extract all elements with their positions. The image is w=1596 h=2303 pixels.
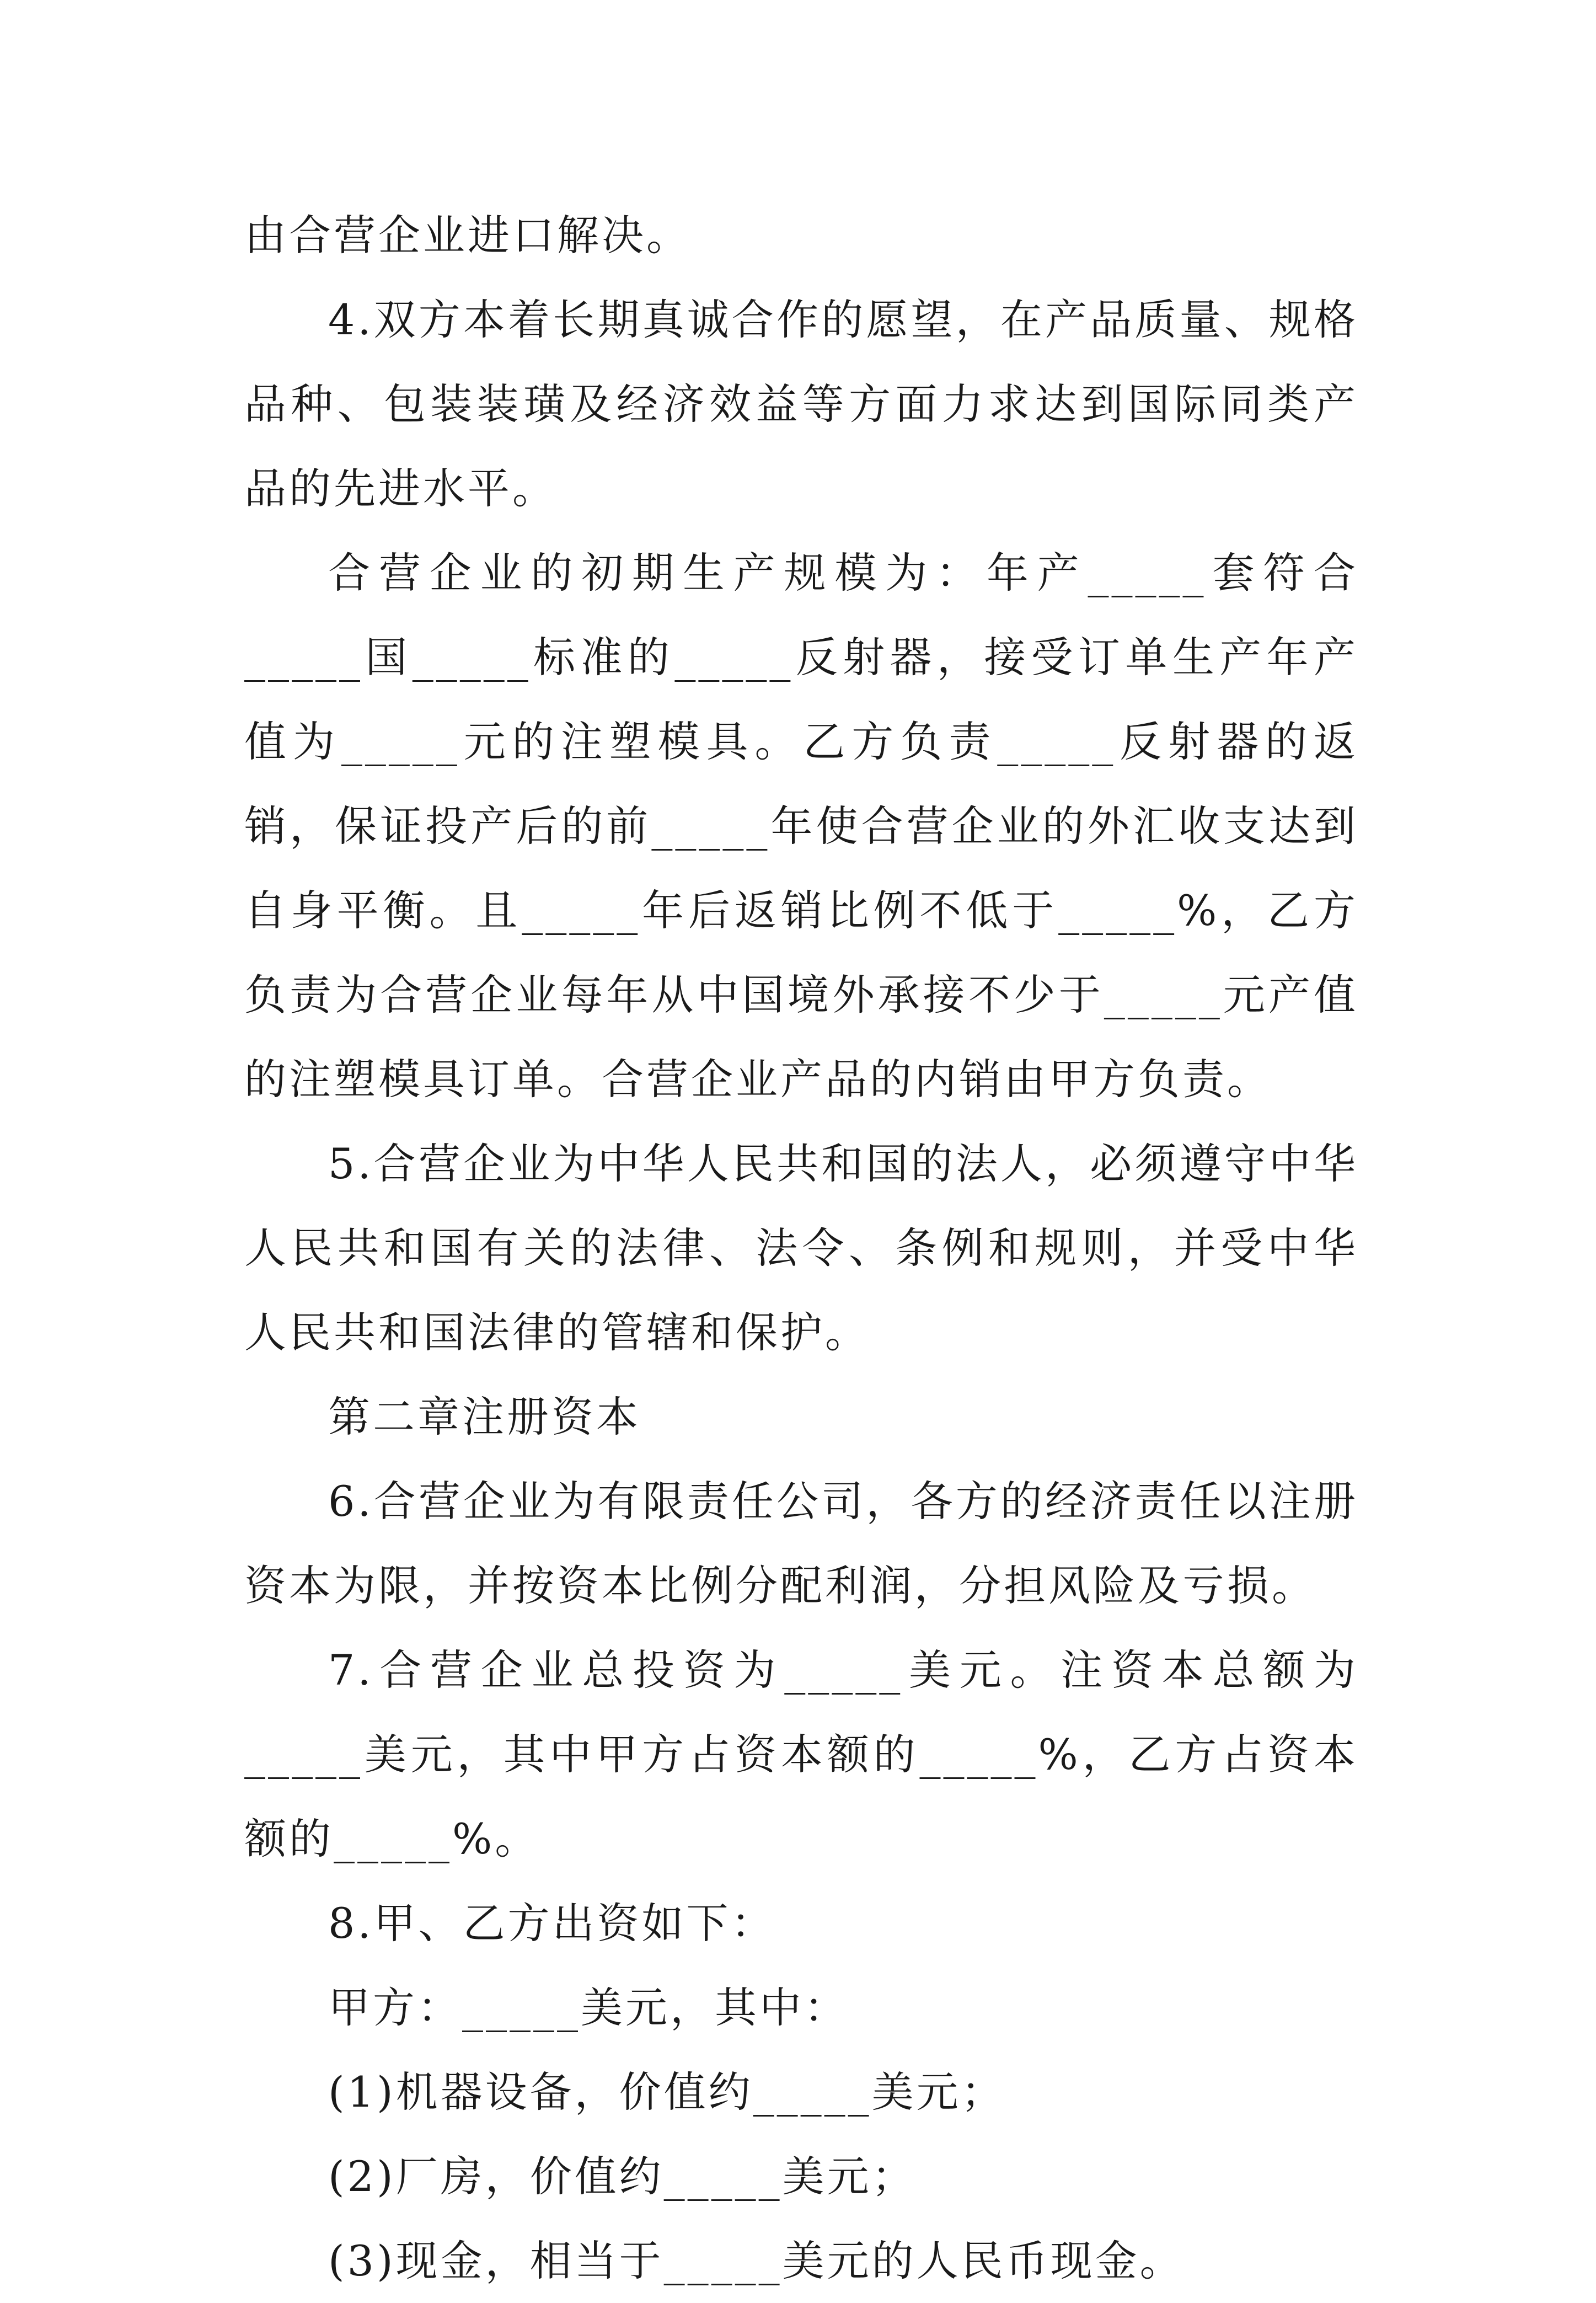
contribution-item-3: (3)现金，相当于_____美元的人民币现金。 (328, 2236, 1185, 2285)
paragraph-clause-5: 5.合营企业为中华人民共和国的法人，必须遵守中华人民共和国有关的法律、法令、条例和规则，并受中华人民共和国法律的管辖和保护。 (244, 1139, 1358, 1357)
paragraph-clause-7: 7.合营企业总投资为_____美元。注资本总额为_____美元，其中甲方占资本额的_____%，乙方占资本额的_____%。 (244, 1645, 1358, 1863)
contribution-item-2: (2)厂房，价值约_____美元； (328, 2152, 917, 2201)
paragraph-clause-6: 6.合营企业为有限责任公司，各方的经济责任以注册资本为限，并按资本比例分配利润，分担风险及亏损。 (244, 1477, 1358, 1610)
paragraph-continuation: 由合营企业进口解决。 (244, 211, 691, 260)
party-a-contribution: 甲方：_____美元，其中： (328, 1983, 849, 2032)
contribution-item-1: (1)机器设备，价值约_____美元； (328, 2067, 1006, 2117)
paragraph-production-scale: 合营企业的初期生产规模为：年产_____套符合_____国_____标准的_____反射器，接受订单生产年产值为_____元的注塑模具。乙方负责_____反射器的返销，保证投产后的前_____年使合营企业的外汇收支达到自身平衡。且_____年后返销比例不低于_____%，乙方负责为合营企业每年从中国境外承接不少于_____元产值的注塑模具订单。合营企业产品的内销由甲方负责。 (244, 548, 1358, 1104)
paragraph-clause-8: 8.甲、乙方出资如下： (328, 1899, 776, 1948)
document-body (244, 193, 1358, 2303)
chapter-heading: 第二章注册资本 (328, 1392, 641, 1441)
paragraph-clause-4: 4.双方本着长期真诚合作的愿望，在产品质量、规格品种、包装装璜及经济效益等方面力求达到国际同类产品的先进水平。 (244, 295, 1358, 513)
